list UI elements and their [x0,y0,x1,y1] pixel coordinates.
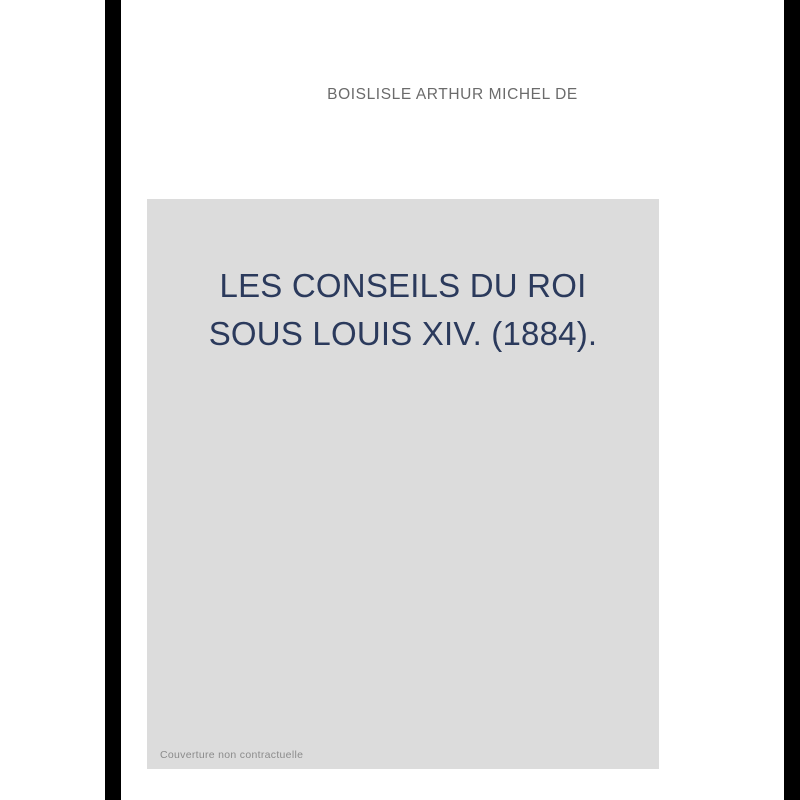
author-name: BOISLISLE ARTHUR MICHEL DE [327,86,578,103]
book-title-line-1: LES CONSEILS DU ROI [219,267,587,304]
book-title [147,262,659,358]
right-edge-band [784,0,800,800]
left-spine-band [105,0,121,800]
cover-disclaimer: Couverture non contractuelle [160,749,304,761]
book-title-line-2: SOUS LOUIS XIV. (1884). [208,315,598,352]
